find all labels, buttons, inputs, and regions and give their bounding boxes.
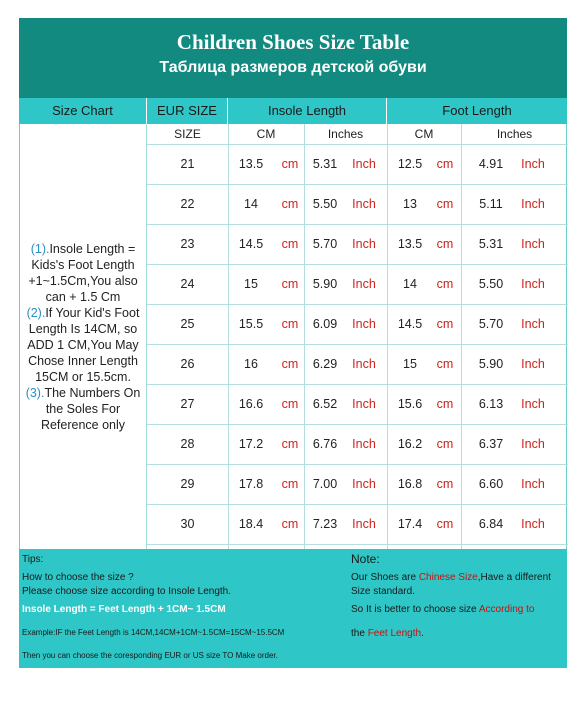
insole-inch-unit: Inch — [352, 477, 376, 491]
header-size-chart: Size Chart — [52, 103, 113, 118]
note-1-number: (1). — [30, 241, 50, 256]
tips-example: Example:IF the Feet Length is 14CM,14CM+1CM~1.5CM=15CM~15.5CM — [22, 628, 285, 637]
subheader-foot-inches: Inches — [496, 127, 533, 141]
insole-inch-unit: Inch — [352, 437, 376, 451]
column-separator — [461, 124, 462, 549]
foot-cm-unit: cm — [436, 197, 454, 211]
foot-cm-value: 15 — [403, 357, 417, 371]
insole-inch-unit: Inch — [352, 157, 376, 171]
foot-cm-unit: cm — [436, 157, 454, 171]
foot-inch-unit: Inch — [521, 517, 545, 531]
subheader-foot-cm: CM — [414, 127, 434, 141]
foot-inch-value: 5.70 — [478, 317, 504, 331]
insole-inch-value: 7.00 — [312, 477, 338, 491]
foot-inch-value: 6.60 — [478, 477, 504, 491]
foot-cm-value: 16.8 — [397, 477, 423, 491]
insole-inch-value: 6.29 — [312, 357, 338, 371]
foot-cm-value: 12.5 — [397, 157, 423, 171]
note-line-3: So It is better to choose size According to — [351, 604, 535, 615]
column-separator — [304, 124, 305, 549]
foot-cm-value: 17.4 — [397, 517, 423, 531]
foot-cm-unit: cm — [436, 397, 454, 411]
foot-cm-value: 14 — [403, 277, 417, 291]
foot-inch-unit: Inch — [521, 477, 545, 491]
insole-inch-unit: Inch — [352, 277, 376, 291]
header-eur-size: EUR SIZE — [146, 98, 227, 124]
note-3-text: The Numbers On the Soles For Reference only — [40, 385, 141, 432]
tips-final: Then you can choose the coresponding EUR or US size TO Make order. — [22, 651, 278, 660]
insole-cm-value: 17.8 — [238, 477, 264, 491]
insole-cm-unit: cm — [281, 317, 299, 331]
foot-inch-value: 6.37 — [478, 437, 504, 451]
foot-inch-value: 5.50 — [478, 277, 504, 291]
note-1-text: Insole Length = Kids's Foot Length +1~1.5Cm,You also can + 1.5 Cm — [28, 241, 138, 304]
foot-inch-value: 5.90 — [478, 357, 504, 371]
page-subtitle: Таблица размеров детской обуви — [159, 59, 427, 76]
note-line-2: Size standard. — [351, 586, 415, 597]
size-grid — [19, 124, 567, 549]
subheader-insole-inches: Inches — [327, 127, 364, 141]
title-band — [19, 18, 567, 98]
foot-inch-value: 5.11 — [479, 197, 503, 211]
insole-cm-unit: cm — [281, 437, 299, 451]
foot-cm-value: 15.6 — [397, 397, 423, 411]
insole-cm-value: 14.5 — [238, 237, 264, 251]
insole-inch-value: 6.09 — [312, 317, 338, 331]
size-cell: 23 — [180, 237, 195, 251]
insole-inch-unit: Inch — [352, 197, 376, 211]
column-separator — [387, 124, 388, 549]
insole-cm-value: 14 — [244, 197, 258, 211]
insole-inch-value: 7.23 — [312, 517, 338, 531]
note-line-4: the Feet Length. — [351, 628, 424, 639]
header-foot-length: Foot Length — [386, 98, 567, 124]
size-cell: 22 — [180, 197, 195, 211]
insole-inch-value: 6.52 — [312, 397, 338, 411]
foot-cm-unit: cm — [436, 237, 454, 251]
tips-label: Tips: — [22, 554, 44, 565]
foot-inch-unit: Inch — [521, 317, 545, 331]
note-line-1: Our Shoes are Chinese Size,Have a different — [351, 572, 551, 583]
size-cell: 26 — [180, 357, 195, 371]
foot-inch-unit: Inch — [521, 397, 545, 411]
foot-inch-value: 5.31 — [478, 237, 504, 251]
size-table — [19, 18, 567, 668]
insole-cm-unit: cm — [281, 237, 299, 251]
size-cell: 30 — [180, 517, 195, 531]
tips-line-2: Please choose size according to Insole Length. — [22, 586, 232, 597]
size-cell: 27 — [180, 397, 195, 411]
size-cell: 28 — [180, 437, 195, 451]
note-3-number: (3). — [25, 385, 45, 400]
column-separator — [228, 124, 229, 549]
foot-inch-unit: Inch — [521, 277, 545, 291]
foot-cm-unit: cm — [436, 357, 454, 371]
insole-cm-value: 16 — [244, 357, 258, 371]
foot-inch-value: 4.91 — [478, 157, 504, 171]
size-cell: 25 — [180, 317, 195, 331]
subheader-size: SIZE — [174, 127, 201, 141]
note-feet-length: Feet Length — [367, 628, 422, 639]
insole-cm-value: 13.5 — [238, 157, 264, 171]
size-cell: 29 — [180, 477, 195, 491]
insole-cm-value: 18.4 — [238, 517, 264, 531]
foot-inch-unit: Inch — [521, 197, 545, 211]
subheader-insole-cm: CM — [256, 127, 276, 141]
foot-inch-unit: Inch — [521, 237, 545, 251]
insole-inch-value: 5.50 — [312, 197, 338, 211]
foot-inch-unit: Inch — [521, 357, 545, 371]
foot-cm-value: 14.5 — [397, 317, 423, 331]
insole-inch-unit: Inch — [352, 317, 376, 331]
insole-cm-unit: cm — [281, 397, 299, 411]
insole-cm-unit: cm — [281, 277, 299, 291]
insole-cm-unit: cm — [281, 357, 299, 371]
insole-cm-unit: cm — [281, 157, 299, 171]
size-cell: 24 — [180, 277, 195, 291]
page-title: Children Shoes Size Table — [176, 30, 410, 54]
tips-line-1: How to choose the size ? — [22, 572, 134, 583]
insole-cm-unit: cm — [281, 197, 299, 211]
insole-cm-value: 17.2 — [238, 437, 264, 451]
foot-inch-value: 6.84 — [478, 517, 504, 531]
size-cell: 21 — [180, 157, 195, 171]
size-notes — [20, 124, 147, 549]
header-row — [19, 98, 567, 124]
note-2-number: (2). — [26, 305, 46, 320]
insole-cm-unit: cm — [281, 477, 299, 491]
foot-cm-unit: cm — [436, 517, 454, 531]
insole-inch-value: 5.70 — [312, 237, 338, 251]
foot-inch-unit: Inch — [521, 157, 545, 171]
insole-inch-value: 5.90 — [312, 277, 338, 291]
note-according-to: According to — [478, 604, 535, 615]
foot-cm-value: 13.5 — [397, 237, 423, 251]
note-label: Note: — [351, 552, 380, 566]
foot-cm-unit: cm — [436, 277, 454, 291]
tips-panel — [19, 549, 567, 668]
insole-cm-value: 15 — [244, 277, 258, 291]
foot-inch-value: 6.13 — [478, 397, 504, 411]
tips-formula: Insole Length = Feet Length + 1CM~ 1.5CM — [22, 604, 226, 615]
foot-cm-unit: cm — [436, 317, 454, 331]
insole-inch-unit: Inch — [352, 397, 376, 411]
insole-inch-value: 6.76 — [312, 437, 338, 451]
foot-cm-value: 16.2 — [397, 437, 423, 451]
insole-inch-unit: Inch — [352, 237, 376, 251]
foot-cm-unit: cm — [436, 437, 454, 451]
insole-inch-unit: Inch — [352, 357, 376, 371]
row-separator — [147, 544, 568, 545]
insole-cm-value: 15.5 — [238, 317, 264, 331]
insole-cm-value: 16.6 — [238, 397, 264, 411]
foot-cm-unit: cm — [436, 477, 454, 491]
note-2-text: If Your Kid's Foot Length Is 14CM, so ADD 1 CM,You May Chose Inner Length 15CM or 15.5cm. — [27, 305, 140, 384]
insole-inch-unit: Inch — [352, 517, 376, 531]
insole-inch-value: 5.31 — [312, 157, 338, 171]
foot-cm-value: 13 — [403, 197, 417, 211]
insole-cm-unit: cm — [281, 517, 299, 531]
note-chinese-size: Chinese Size — [418, 572, 478, 583]
header-insole-length: Insole Length — [227, 98, 386, 124]
foot-inch-unit: Inch — [521, 437, 545, 451]
